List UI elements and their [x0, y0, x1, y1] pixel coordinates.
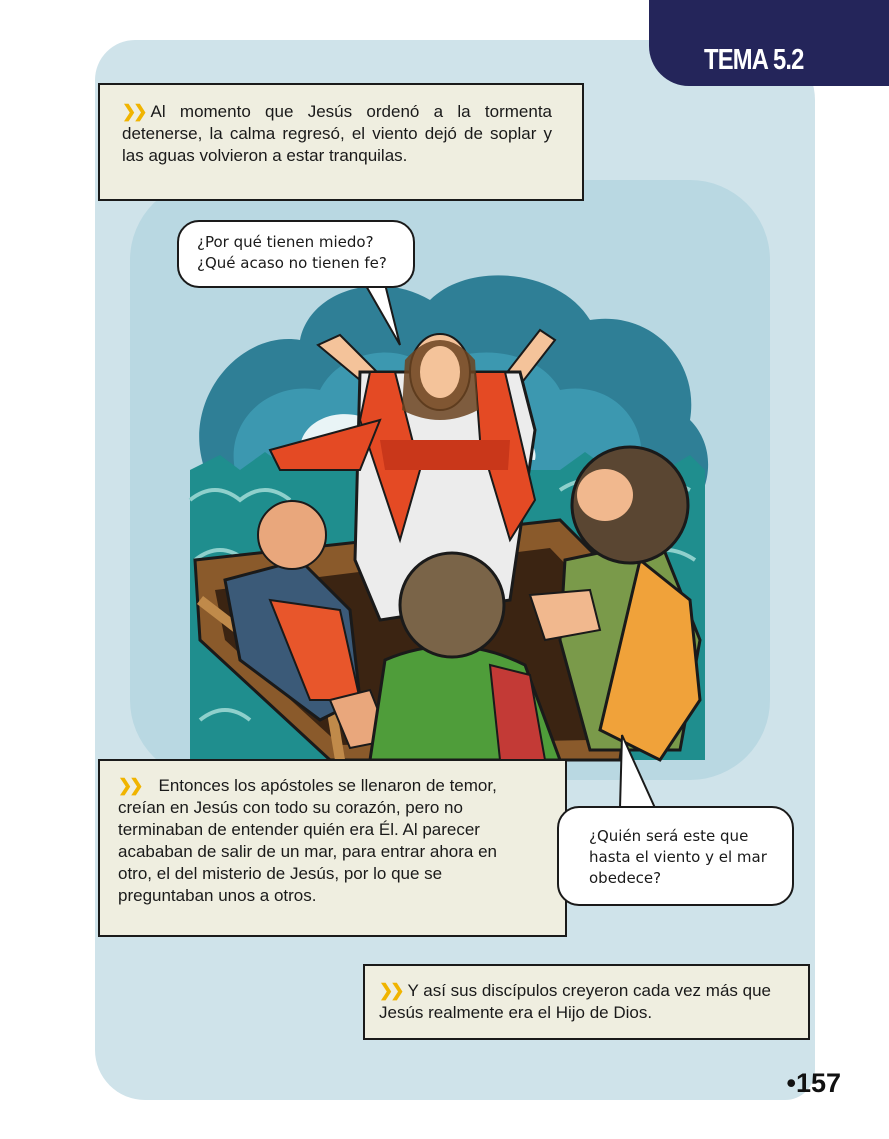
- page-number: •157: [786, 1068, 841, 1098]
- topic-label: TEMA 5.2: [704, 44, 804, 76]
- caption-apostles-text: Entonces los apóstoles se llenaron de temor, creían en Jesús con todo su corazón, pero no terminaban de entender quién era Él. Al parecer acababan de salir de un mar, para entrar ahora en otro, el del misterio de Jesús, por lo que se preguntaban unos a otros.: [118, 776, 497, 905]
- caption-intro: [98, 83, 584, 201]
- speech-bubble-jesus-text: ¿Por qué tienen miedo? ¿Qué acaso no tienen fe?: [197, 233, 387, 272]
- speech-bubble-disciple-text: ¿Quién será este que hasta el viento y el mar obedece?: [589, 827, 767, 887]
- caption-ending: [363, 964, 810, 1040]
- caption-intro-text: Al momento que Jesús ordenó a la tormenta detenerse, la calma regresó, el viento dejó de soplar y las aguas volvieron a estar tranquilas.: [122, 102, 552, 165]
- caption-apostles: [98, 759, 567, 937]
- caption-ending-text: Y así sus discípulos creyeron cada vez más que Jesús realmente era el Hijo de Dios.: [379, 981, 771, 1022]
- page-number-value: 157: [795, 1068, 841, 1098]
- double-chevron-icon: ❯❯: [118, 776, 141, 795]
- speech-bubble-jesus: [177, 220, 415, 288]
- double-chevron-icon: ❯❯: [379, 981, 402, 1000]
- double-chevron-icon: ❯❯: [122, 102, 145, 121]
- speech-bubble-disciple: [557, 806, 794, 906]
